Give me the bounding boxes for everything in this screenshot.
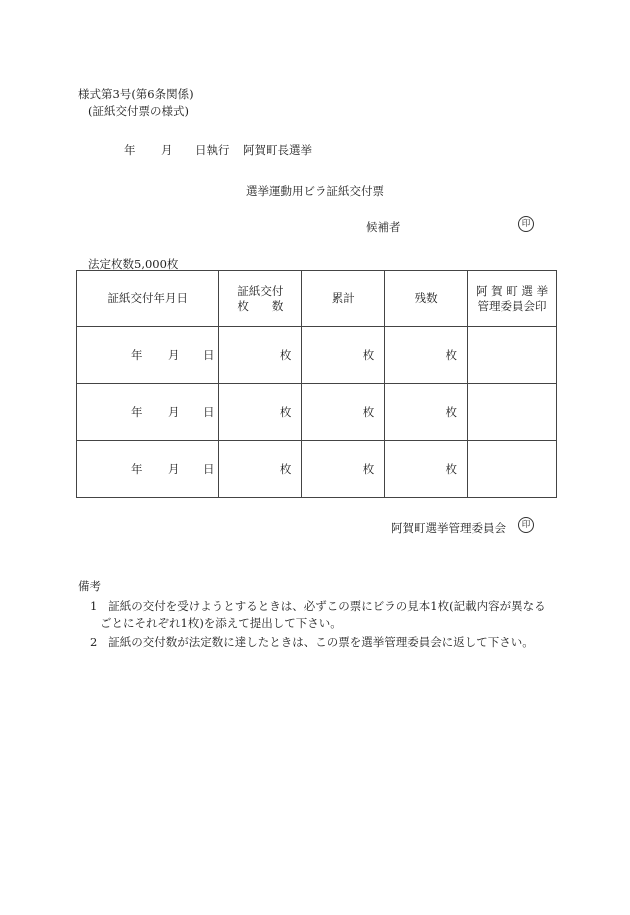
date-cell[interactable] — [77, 441, 219, 498]
table-row — [77, 384, 557, 441]
year-label: 年 — [131, 348, 143, 362]
table-row — [77, 327, 557, 384]
day-label: 日 — [203, 348, 215, 362]
execution-year-label: 年 — [124, 143, 136, 157]
note-2-text: 証紙の交付数が法定数に達したときは、この票を選挙管理委員会に返して下さい。 — [108, 635, 534, 649]
committee-label: 阿賀町選挙管理委員会 — [391, 521, 506, 535]
seal-cell[interactable] — [468, 441, 557, 498]
year-label: 年 — [131, 405, 143, 419]
header-date: 証紙交付年月日 — [77, 271, 219, 327]
count-cell[interactable]: 枚 — [219, 384, 302, 441]
note-2-number: 2 — [90, 635, 98, 649]
committee-seal-icon: 印 — [518, 517, 534, 533]
month-label: 月 — [168, 348, 180, 362]
document-title: 選挙運動用ビラ証紙交付票 — [246, 184, 384, 198]
execution-day-label: 日執行 — [195, 143, 230, 157]
count-cell[interactable]: 枚 — [219, 327, 302, 384]
note-1 — [90, 598, 546, 614]
header-cumulative: 累計 — [302, 271, 385, 327]
remaining-cell[interactable]: 枚 — [385, 327, 468, 384]
election-name: 阿賀町長選挙 — [243, 143, 312, 157]
cumulative-cell[interactable]: 枚 — [302, 384, 385, 441]
cumulative-cell[interactable]: 枚 — [302, 327, 385, 384]
header-remaining: 残数 — [385, 271, 468, 327]
header-seal-line1: 阿 賀 町 選 挙 — [475, 283, 549, 298]
candidate-seal-icon: 印 — [518, 216, 534, 232]
header-count-line2: 枚 数 — [237, 298, 284, 313]
date-cell[interactable] — [77, 384, 219, 441]
note-1-number: 1 — [90, 599, 98, 613]
note-1-line1: 証紙の交付を受けようとするときは、必ずこの票にビラの見本1枚(記載内容が異なる — [108, 599, 546, 613]
year-label: 年 — [131, 462, 143, 476]
date-cell[interactable] — [77, 327, 219, 384]
execution-month-label: 月 — [161, 143, 173, 157]
header-count — [219, 271, 302, 327]
remaining-cell[interactable]: 枚 — [385, 441, 468, 498]
header-seal — [468, 271, 557, 327]
month-label: 月 — [168, 462, 180, 476]
form-number: 様式第3号(第6条関係) — [78, 87, 194, 101]
table-row — [77, 441, 557, 498]
issuance-table — [76, 270, 557, 498]
remaining-cell[interactable]: 枚 — [385, 384, 468, 441]
header-count-line1: 証紙交付 — [237, 283, 284, 298]
day-label: 日 — [203, 462, 215, 476]
seal-cell[interactable] — [468, 327, 557, 384]
candidate-label: 候補者 — [366, 220, 401, 234]
note-1-continuation: ごとにそれぞれ1枚)を添えて提出して下さい。 — [100, 616, 342, 630]
legal-count: 法定枚数5,000枚 — [88, 257, 179, 271]
table-header-row — [77, 271, 557, 327]
header-seal-line2: 管理委員会印 — [477, 298, 547, 313]
seal-cell[interactable] — [468, 384, 557, 441]
month-label: 月 — [168, 405, 180, 419]
note-2 — [90, 634, 534, 650]
remarks-heading: 備考 — [78, 579, 101, 593]
count-cell[interactable]: 枚 — [219, 441, 302, 498]
day-label: 日 — [203, 405, 215, 419]
cumulative-cell[interactable]: 枚 — [302, 441, 385, 498]
form-subtitle: (証紙交付票の様式) — [88, 104, 189, 118]
